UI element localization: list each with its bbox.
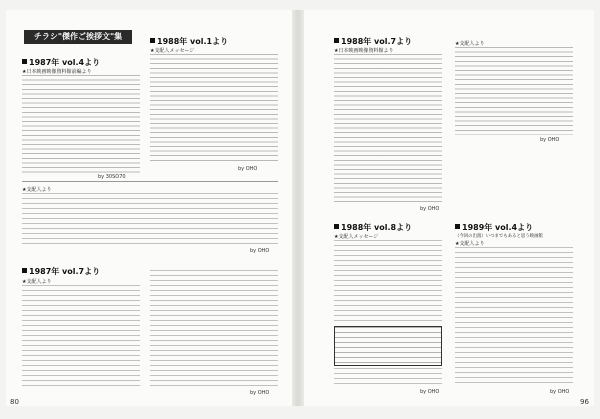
section-heading-text: 1988年 vol.7より	[341, 37, 413, 46]
article-text-block	[334, 54, 442, 204]
article-signature: by OHO	[420, 389, 440, 395]
page-number-right: 96	[580, 398, 589, 406]
article-signature: by OHO	[250, 390, 270, 396]
highlight-box	[334, 326, 442, 366]
article-text-block	[22, 75, 140, 173]
section-heading-1987-vol4	[22, 57, 100, 68]
article-lead: ★支配人メッセージ	[334, 234, 379, 240]
article-text-block	[334, 240, 442, 322]
article-signature: by OHO	[238, 166, 258, 172]
article-text-block	[22, 193, 278, 247]
article-signature: by OHO	[550, 389, 570, 395]
heading-square-icon	[334, 224, 339, 229]
article-text-block	[150, 54, 278, 162]
section-heading-text: 1988年 vol.1より	[157, 37, 229, 46]
section-heading-1989-vol4	[455, 222, 533, 233]
heading-square-icon	[150, 38, 155, 43]
article-lead: ★支配人より	[455, 241, 485, 247]
article-text-block	[334, 368, 442, 388]
heading-square-icon	[22, 268, 27, 273]
heading-square-icon	[455, 224, 460, 229]
article-text-block	[150, 270, 278, 388]
page-gutter	[292, 10, 304, 406]
article-lead: ★日本映画映像資料館より	[334, 48, 394, 54]
section-heading-1987-vol7	[22, 266, 100, 277]
section-heading-1988-vol7	[334, 36, 412, 47]
article-text-block	[455, 47, 573, 135]
article-signature: by OHO	[540, 137, 560, 143]
page-title: チラシ"傑作ご挨拶文"集	[24, 30, 132, 44]
section-heading-text: 1987年 vol.4より	[29, 58, 101, 67]
section-heading-1988-vol1	[150, 36, 228, 47]
article-lead: （今回の出演）いつまでもあると思う映画館	[455, 234, 543, 239]
divider	[22, 181, 278, 182]
article-lead: ★支配人メッセージ	[150, 48, 195, 54]
heading-square-icon	[334, 38, 339, 43]
article-text-block	[22, 285, 140, 389]
section-heading-1988-vol8	[334, 222, 412, 233]
article-lead: ★日本映画映像資料館前編より	[22, 69, 92, 75]
article-signature: by OHO	[250, 248, 270, 254]
article-lead: ★支配人より	[455, 41, 485, 47]
section-heading-text: 1988年 vol.8より	[341, 223, 413, 232]
page-number-left: 80	[10, 398, 19, 406]
article-text-block	[455, 247, 573, 387]
section-heading-text: 1987年 vol.7より	[29, 267, 101, 276]
article-signature: by OHO	[420, 206, 440, 212]
article-signature: by 30SO70	[98, 174, 126, 180]
article-lead: ★支配人より	[22, 187, 52, 193]
section-heading-text: 1989年 vol.4より	[462, 223, 534, 232]
heading-square-icon	[22, 59, 27, 64]
article-lead: ★支配人より	[22, 279, 52, 285]
